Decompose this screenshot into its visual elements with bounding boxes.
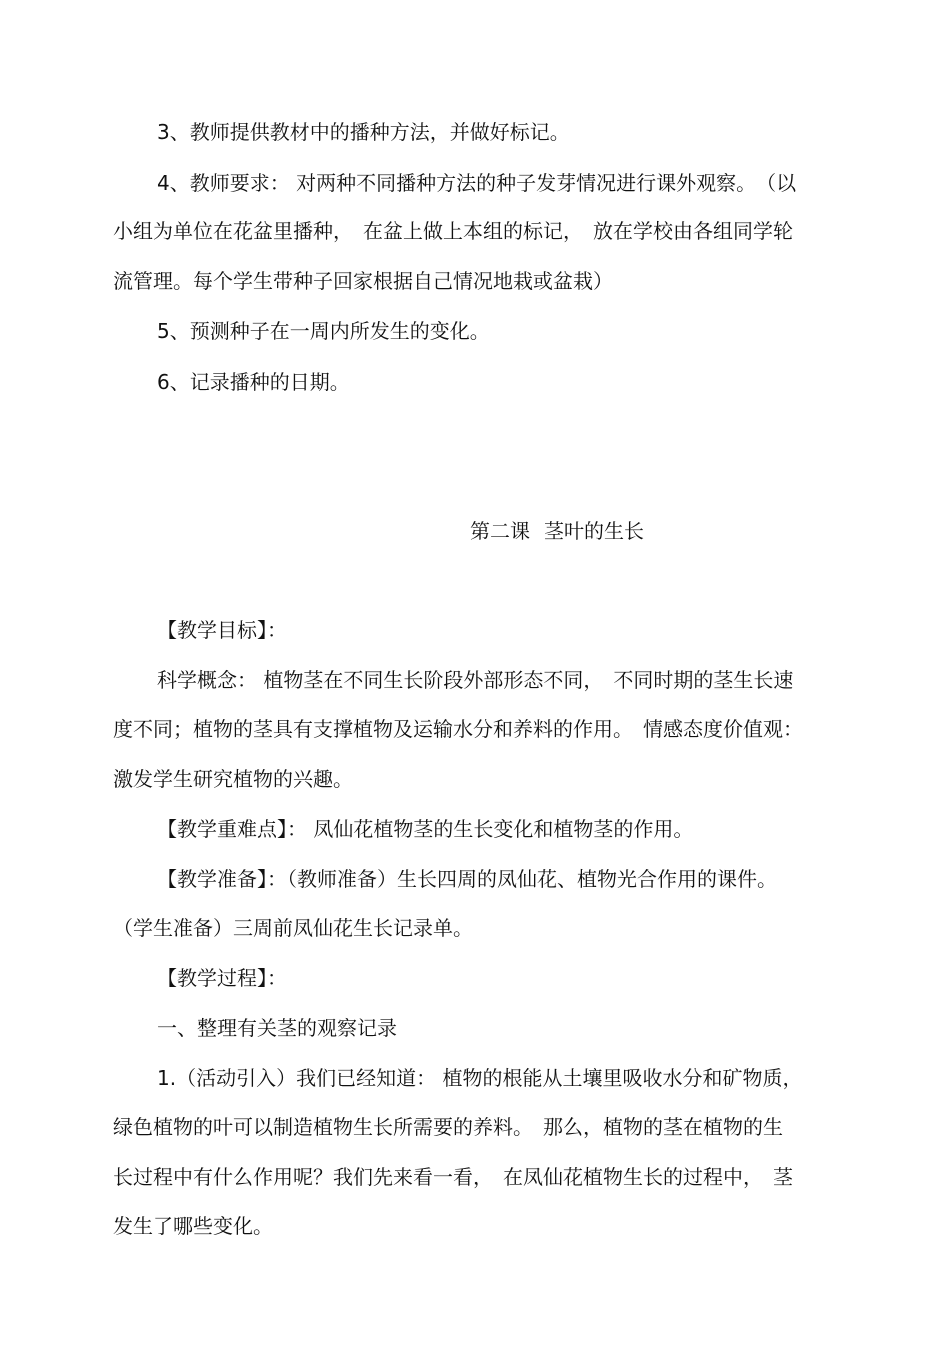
part-1-heading: 一、整理有关茎的观察记录 — [157, 1016, 397, 1040]
concept-line-2: 度不同；植物的茎具有支撑植物及运输水分和养料的作用。 情感态度价值观： — [113, 717, 803, 741]
preparation-line-1: 【教学准备】：（教师准备）生长四周的凤仙花、植物光合作用的课件。 — [157, 867, 777, 891]
lesson-title-name: 茎叶的生长 — [544, 519, 644, 543]
process-heading: 【教学过程】： — [157, 966, 287, 990]
concept-line-1: 科学概念： 植物茎在不同生长阶段外部形态不同， 不同时期的茎生长速 — [157, 668, 794, 692]
list-item-4-line-1: 4、教师要求： 对两种不同播种方法的种子发芽情况进行课外观察。 （以 — [157, 171, 797, 195]
preparation-line-2: （学生准备）三周前凤仙花生长记录单。 — [113, 916, 473, 940]
step-1-line-3: 长过程中有什么作用呢？我们先来看一看， 在凤仙花植物生长的过程中， 茎 — [113, 1165, 793, 1189]
concept-line-3: 激发学生研究植物的兴趣。 — [113, 767, 353, 791]
objectives-heading: 【教学目标】： — [157, 618, 287, 642]
step-1-line-1: 1.（活动引入）我们已经知道： 植物的根能从土壤里吸收水分和矿物质， — [157, 1066, 803, 1090]
lesson-title-number: 第二课 — [470, 519, 530, 543]
lesson-title — [470, 519, 644, 543]
step-1-line-2: 绿色植物的叶可以制造植物生长所需要的养料。 那么，植物的茎在植物的生 — [113, 1115, 783, 1139]
list-item-4-line-2: 小组为单位在花盆里播种， 在盆上做上本组的标记， 放在学校由各组同学轮 — [113, 219, 793, 243]
list-item-5: 5、预测种子在一周内所发生的变化。 — [157, 319, 490, 343]
step-1-line-4: 发生了哪些变化。 — [113, 1214, 273, 1238]
list-item-3: 3、教师提供教材中的播种方法，并做好标记。 — [157, 120, 570, 144]
list-item-4-line-3: 流管理。每个学生带种子回家根据自己情况地栽或盆栽） — [113, 269, 613, 293]
keypoints-paragraph: 【教学重难点】： 凤仙花植物茎的生长变化和植物茎的作用。 — [157, 817, 694, 841]
list-item-6: 6、记录播种的日期。 — [157, 370, 350, 394]
